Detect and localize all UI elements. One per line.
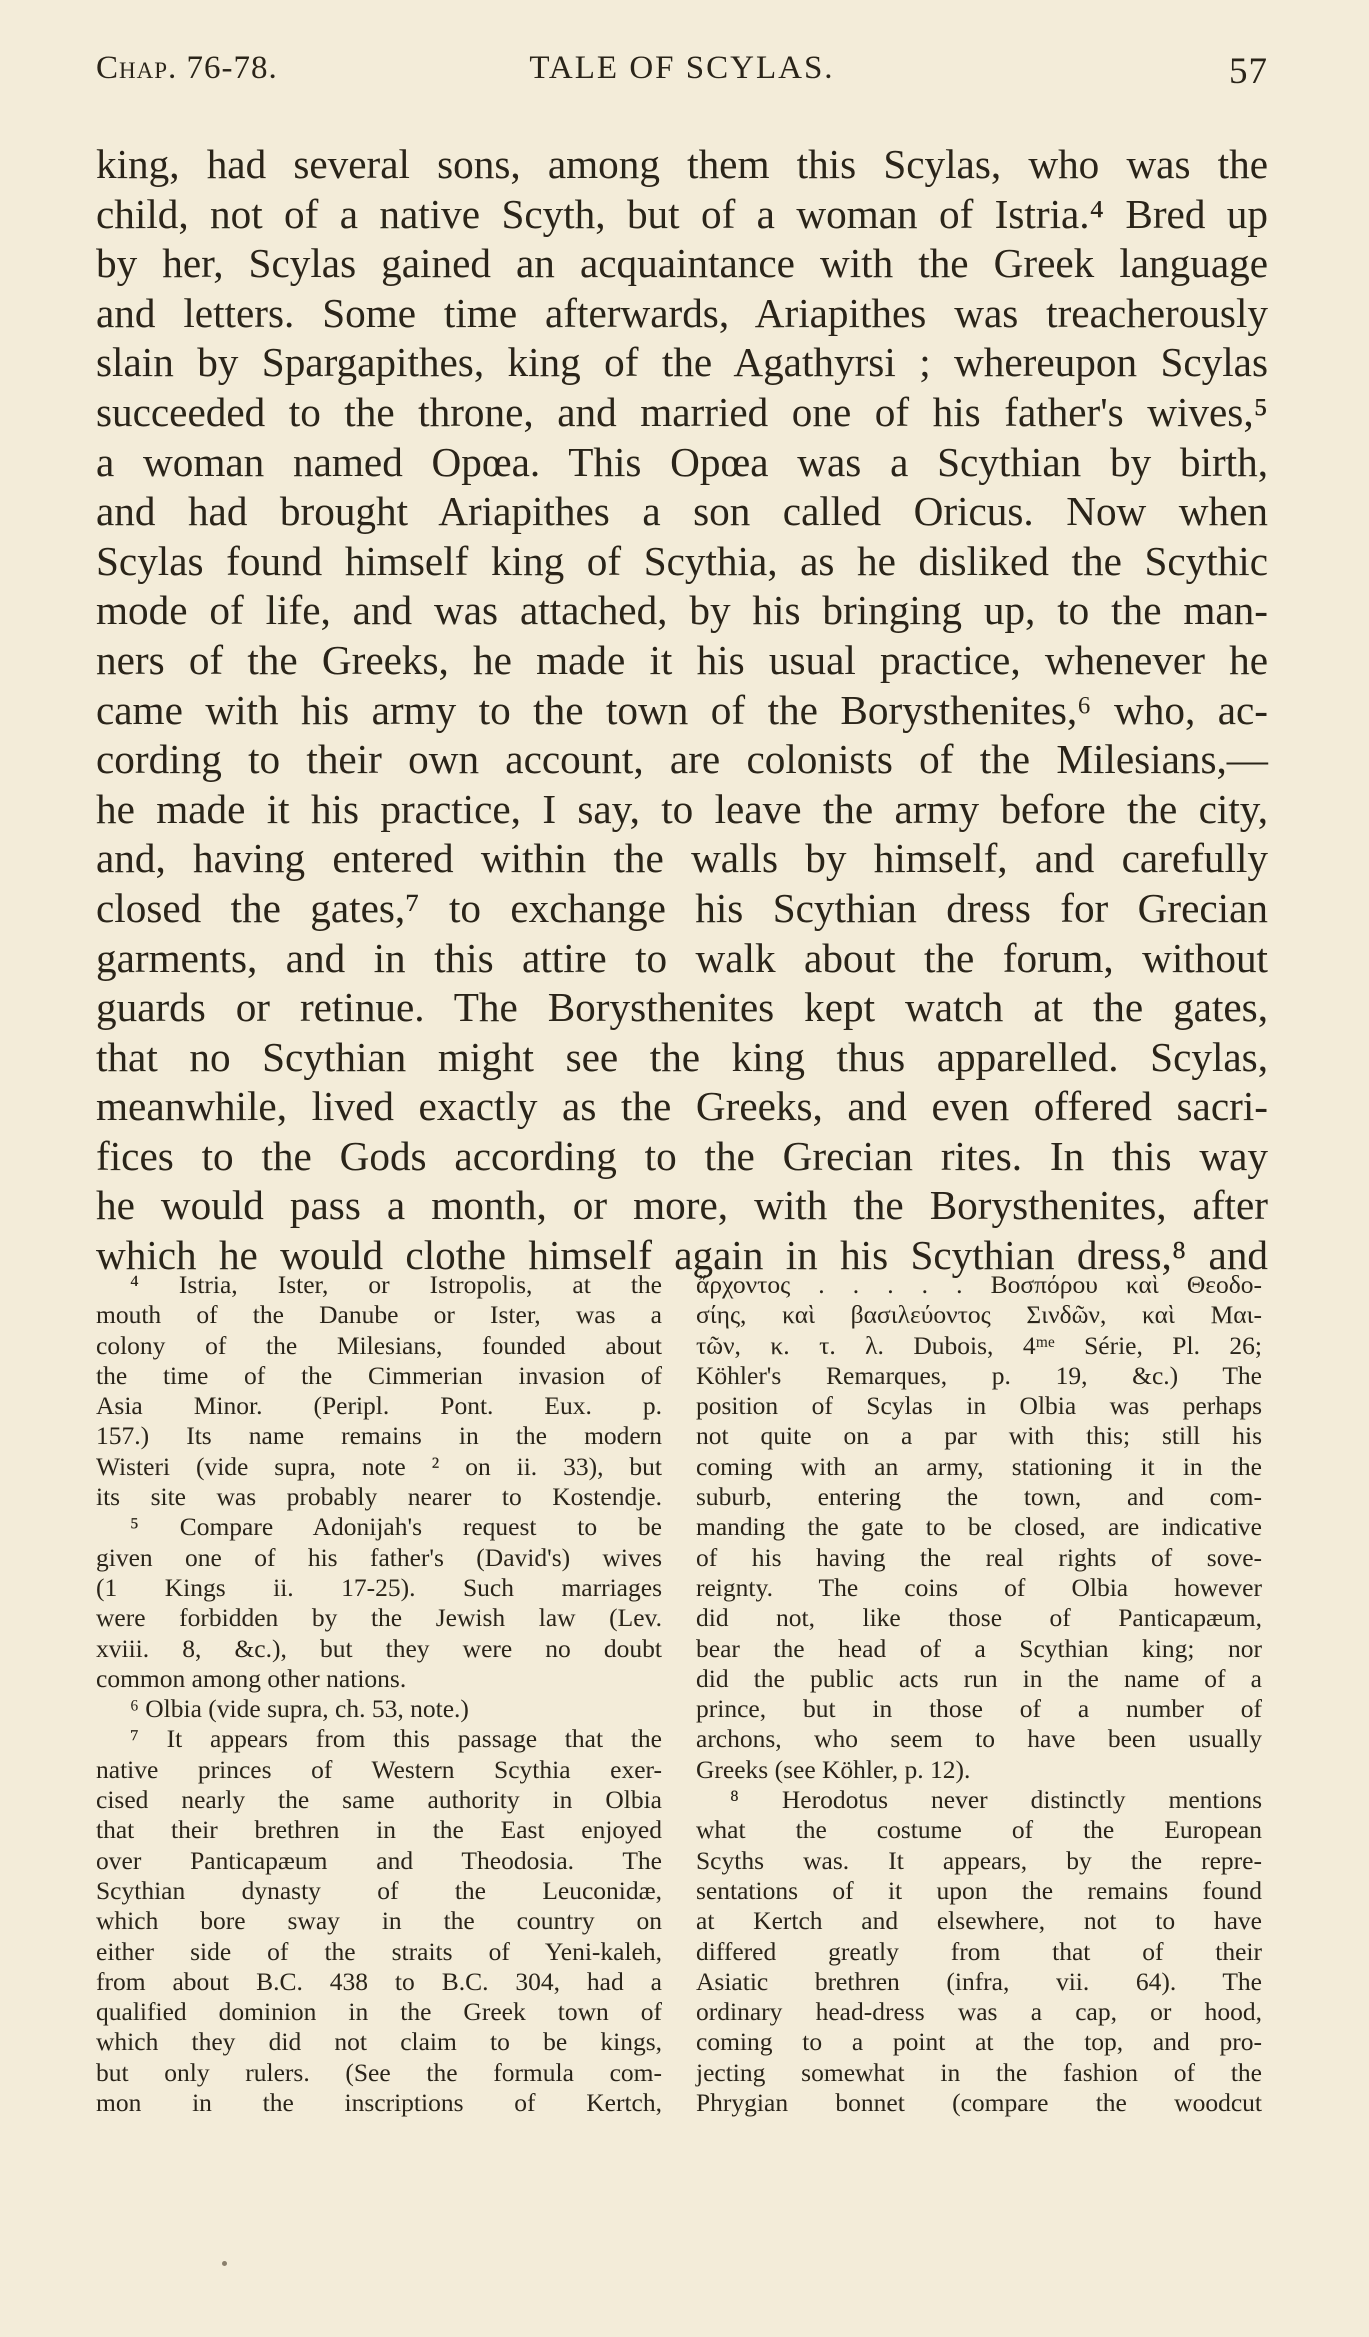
- footnote-line: native princes of Western Scythia exer-: [96, 1754, 662, 1784]
- footnote-line: 157.) Its name remains in the modern: [96, 1421, 662, 1451]
- footnote-line: mon in the inscriptions of Kertch,: [96, 2088, 662, 2118]
- text-line: guards or retinue. The Borysthenites kept watch at the gates,: [96, 984, 1268, 1031]
- footnote-line: jecting somewhat in the fashion of the: [696, 2057, 1262, 2087]
- footnote-line: Asiatic brethren (infra, vii. 64). The: [696, 1966, 1262, 1996]
- footnote-line: ⁷ It appears from this passage that the: [130, 1724, 662, 1754]
- footnote-line: differed greatly from that of their: [696, 1936, 1262, 1966]
- text-line: and letters. Some time afterwards, Ariapithes was treacherously: [96, 289, 1268, 336]
- text-line: succeeded to the throne, and married one of his father's wives,⁵: [96, 388, 1268, 435]
- footnote-line: did not, like those of Panticapæum,: [696, 1603, 1262, 1633]
- footnote-line: did the public acts run in the name of a: [696, 1663, 1262, 1693]
- text-line: he would pass a month, or more, with the Borysthenites, after: [96, 1182, 1268, 1229]
- footnote-line: which bore sway in the country on: [96, 1906, 662, 1936]
- footnote-line: ⁵ Compare Adonijah's request to be: [130, 1512, 662, 1542]
- footnote-line: coming with an army, stationing it in the: [696, 1451, 1262, 1481]
- main-text-block: [96, 140, 1268, 1281]
- footnote-line: ⁶ Olbia (vide supra, ch. 53, note.): [130, 1694, 469, 1724]
- footnote-line: that their brethren in the East enjoyed: [96, 1815, 662, 1845]
- footnote-line: sentations of it upon the remains found: [696, 1875, 1262, 1905]
- running-header: [96, 50, 1268, 106]
- footnote-line: mouth of the Danube or Ister, was a: [96, 1300, 662, 1330]
- footnote-line: given one of his father's (David's) wives: [96, 1542, 662, 1572]
- footnote-line: Greeks (see Köhler, p. 12).: [696, 1754, 971, 1784]
- text-line: meanwhile, lived exactly as the Greeks, and even offered sacri-: [96, 1083, 1268, 1130]
- chapter-reference: Chap. 76-78.: [96, 50, 278, 86]
- footnote-line: coming to a point at the top, and pro-: [696, 2027, 1262, 2057]
- text-line: he made it his practice, I say, to leave the army before the city,: [96, 785, 1268, 832]
- footnote-line: Asia Minor. (Peripl. Pont. Eux. p.: [96, 1391, 662, 1421]
- text-line: cording to their own account, are colonists of the Milesians,—: [96, 736, 1268, 783]
- text-line: garments, and in this attire to walk about the forum, without: [96, 934, 1268, 981]
- footnote-line: reignty. The coins of Olbia however: [696, 1572, 1262, 1602]
- footnote-line: but only rulers. (See the formula com-: [96, 2057, 662, 2087]
- footnote-line: common among other nations.: [96, 1663, 407, 1693]
- footnote-line: position of Scylas in Olbia was perhaps: [696, 1391, 1262, 1421]
- footnote-line: τῶν, κ. τ. λ. Dubois, 4ᵐᵉ Série, Pl. 26;: [696, 1330, 1262, 1360]
- footnote-line: ἄρχοντος . . . . . Βοσπόρου καὶ Θεοδο-: [696, 1270, 1262, 1299]
- footnote-line: σίης, καὶ βασιλεύοντος Σινδῶν, καὶ Μαι-: [696, 1300, 1262, 1330]
- printer-mark: [222, 2261, 227, 2266]
- footnote-line: either side of the straits of Yeni-kaleh,: [96, 1936, 662, 1966]
- text-line: and, having entered within the walls by himself, and carefully: [96, 835, 1268, 882]
- text-line: came with his army to the town of the Borysthenites,⁶ who, ac-: [96, 686, 1268, 733]
- footnotes-left-column: [96, 1270, 662, 2118]
- text-line: king, had several sons, among them this Scylas, who was the: [96, 141, 1268, 187]
- text-line: that no Scythian might see the king thus apparelled. Scylas,: [96, 1033, 1268, 1080]
- footnote-line: what the costume of the European: [696, 1815, 1262, 1845]
- footnote-line: archons, who seem to have been usually: [696, 1724, 1262, 1754]
- footnote-line: Phrygian bonnet (compare the woodcut: [696, 2088, 1262, 2118]
- footnotes-right-column: [696, 1270, 1262, 2118]
- footnote-line: Scythian dynasty of the Leuconidæ,: [96, 1875, 662, 1905]
- footnote-line: prince, but in those of a number of: [696, 1694, 1262, 1724]
- footnote-line: of his having the real rights of sove-: [696, 1542, 1262, 1572]
- footnote-line: over Panticapæum and Theodosia. The: [96, 1845, 662, 1875]
- footnote-line: qualified dominion in the Greek town of: [96, 1997, 662, 2027]
- footnote-line: ⁸ Herodotus never distinctly mentions: [730, 1785, 1262, 1815]
- page-number: 57: [1229, 51, 1268, 92]
- footnote-line: cised nearly the same authority in Olbia: [96, 1785, 662, 1815]
- footnote-line: were forbidden by the Jewish law (Lev.: [96, 1603, 662, 1633]
- footnote-line: ⁴ Istria, Ister, or Istropolis, at the: [130, 1270, 662, 1299]
- page-title: TALE OF SCYLAS.: [529, 50, 835, 86]
- text-line: mode of life, and was attached, by his bringing up, to the man-: [96, 587, 1268, 634]
- text-line: ners of the Greeks, he made it his usual practice, whenever he: [96, 636, 1268, 683]
- text-line: fices to the Gods according to the Grecian rites. In this way: [96, 1132, 1268, 1179]
- footnote-line: colony of the Milesians, founded about: [96, 1330, 662, 1360]
- footnote-line: the time of the Cimmerian invasion of: [96, 1360, 662, 1390]
- text-line: which he would clothe himself again in his Scythian dress,⁸ and: [96, 1232, 1268, 1279]
- footnote-line: suburb, entering the town, and com-: [696, 1482, 1262, 1512]
- text-line: a woman named Opœa. This Opœa was a Scythian by birth,: [96, 438, 1268, 485]
- footnote-line: manding the gate to be closed, are indicative: [696, 1512, 1262, 1542]
- footnote-line: which they did not claim to be kings,: [96, 2027, 662, 2057]
- footnote-line: xviii. 8, &c.), but they were no doubt: [96, 1633, 662, 1663]
- footnote-line: Scyths was. It appears, by the repre-: [696, 1845, 1262, 1875]
- text-line: by her, Scylas gained an acquaintance with the Greek language: [96, 240, 1268, 287]
- footnote-line: at Kertch and elsewhere, not to have: [696, 1906, 1262, 1936]
- footnote-line: ordinary head-dress was a cap, or hood,: [696, 1997, 1262, 2027]
- footnote-line: not quite on a par with this; still his: [696, 1421, 1262, 1451]
- text-line: closed the gates,⁷ to exchange his Scythian dress for Grecian: [96, 884, 1268, 931]
- text-line: and had brought Ariapithes a son called Oricus. Now when: [96, 488, 1268, 535]
- text-line: slain by Spargapithes, king of the Agathyrsi ; whereupon Scylas: [96, 339, 1268, 386]
- footnote-line: its site was probably nearer to Kostendje.: [96, 1482, 662, 1512]
- text-line: child, not of a native Scyth, but of a woman of Istria.⁴ Bred up: [96, 190, 1268, 237]
- footnote-line: (1 Kings ii. 17-25). Such marriages: [96, 1572, 662, 1602]
- footnote-line: Wisteri (vide supra, note ² on ii. 33), but: [96, 1451, 662, 1481]
- footnote-line: bear the head of a Scythian king; nor: [696, 1633, 1262, 1663]
- footnote-line: Köhler's Remarques, p. 19, &c.) The: [696, 1360, 1262, 1390]
- footnote-line: from about B.C. 438 to B.C. 304, had a: [96, 1966, 662, 1996]
- text-line: Scylas found himself king of Scythia, as he disliked the Scythic: [96, 537, 1268, 584]
